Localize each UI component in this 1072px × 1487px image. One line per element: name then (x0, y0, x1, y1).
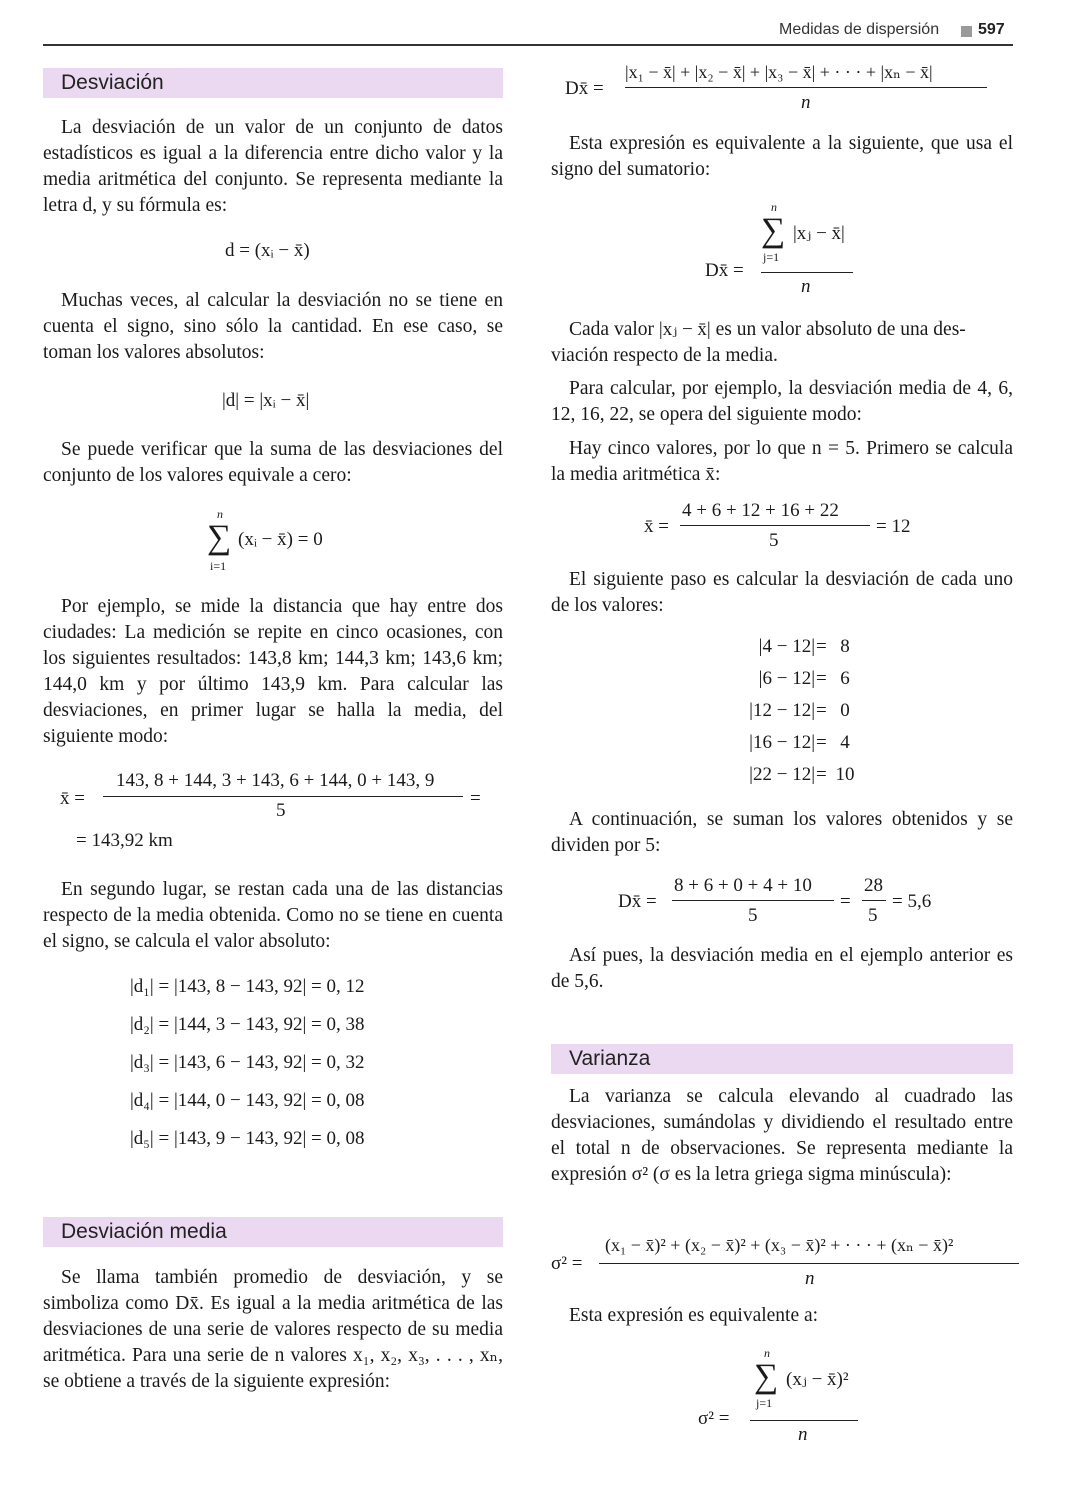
deviation-lhs: |d₃| (130, 1052, 154, 1073)
paragraph-text: Para calcular, por ejemplo, la desviación media de 4, 6, 12, 16, 22, se opera del siguiente modo: (551, 378, 1013, 425)
section-heading: Varianza (569, 1047, 651, 1070)
deviation-lhs: |d₄| (130, 1090, 154, 1111)
dm-ex-numerator: 8 + 6 + 0 + 4 + 10 (674, 875, 812, 896)
deviation-lhs: |d₂| (130, 1014, 154, 1035)
deviation-row (130, 1128, 365, 1150)
mean2-result: = 12 (876, 516, 911, 537)
mean-denominator: 5 (276, 800, 286, 821)
abs-row-rhs: 4 (840, 732, 850, 753)
header-rule (43, 44, 1013, 46)
paragraph (551, 436, 1013, 488)
dm-denominator: n (801, 92, 811, 113)
sum-lower-limit: j=1 (756, 1396, 773, 1410)
deviation-rhs: = |143, 8 − 143, 92| = 0, 12 (158, 976, 365, 997)
mean-result: = 143,92 km (76, 830, 173, 851)
var-lhs: σ² = (551, 1253, 583, 1274)
abs-row-equals: = (816, 636, 827, 657)
abs-row-equals: = (816, 732, 827, 753)
paragraph-text: El siguiente paso es calcular la desviación de cada uno de los valores: (551, 569, 1013, 616)
inline-formula: |xⱼ − x̄| (658, 319, 711, 340)
deviation-rhs: = |144, 3 − 143, 92| = 0, 38 (158, 1014, 365, 1035)
page-number: 597 (978, 21, 1005, 38)
var-denominator: n (805, 1268, 815, 1289)
abs-row-rhs: 10 (835, 764, 855, 785)
fraction-bar (625, 87, 987, 88)
paragraph-text: viación respecto de la media. (551, 345, 778, 366)
section-heading: Desviación (61, 71, 164, 94)
sum-upper-limit: n (217, 507, 223, 521)
paragraph (551, 807, 1013, 859)
dm-ex-mid-numerator: 28 (864, 875, 883, 896)
sum-body: (xⱼ − x̄)² (786, 1369, 849, 1390)
paragraph (43, 115, 503, 219)
paragraph-text: En segundo lugar, se restan cada una de las distancias respecto de la media obtenida. Como no se tiene en cuenta el signo, se calcula el valor absoluto: (43, 879, 503, 952)
formula-dm-example (618, 875, 958, 935)
deviation-row (130, 1090, 365, 1112)
fraction-bar (750, 1420, 858, 1421)
abs-row-lhs: |6 − 12| (758, 668, 815, 689)
paragraph (43, 437, 503, 489)
paragraph (551, 567, 1013, 619)
dm-ex-lhs: Dx̄ = (618, 891, 657, 912)
section-heading: Desviación media (61, 1220, 227, 1243)
section-band-desviacion-media (43, 1217, 503, 1247)
dm-ex-equals: = (840, 891, 851, 912)
sum-upper-limit: n (764, 1346, 770, 1360)
fraction-bar (680, 525, 870, 526)
formula-sum-zero (205, 507, 365, 577)
paragraph (551, 943, 1013, 995)
paragraph-text: A continuación, se suman los valores obtenidos y se dividen por 5: (551, 809, 1013, 856)
var-sum-denominator: n (798, 1424, 808, 1445)
formula-abs-d: |d| = |xᵢ − x̄| (222, 390, 310, 411)
dm-sum-lhs: Dx̄ = (705, 260, 744, 281)
paragraph-text: Esta expresión es equivalente a: (569, 1305, 819, 1326)
formula-mean-distances (58, 768, 503, 858)
abs-row-lhs: |22 − 12| (749, 764, 815, 785)
sum-body: (xᵢ − x̄) = 0 (238, 529, 323, 550)
deviation-lhs: |d₁| (130, 976, 154, 997)
running-header-title: Medidas de dispersión (779, 21, 940, 38)
deviation-list (130, 976, 430, 1161)
var-sum-lhs: σ² = (698, 1408, 730, 1429)
abs-row-equals: = (816, 668, 827, 689)
paragraph-text: Se puede verificar que la suma de las desviaciones del conjunto de los valores equivale a cero: (43, 439, 503, 486)
dm-numerator: |x₁ − x̄| + |x₂ − x̄| + |x₃ − x̄| + · · · + |xₙ − x̄| (625, 62, 933, 82)
formula-variance (551, 1235, 1021, 1295)
dm-ex-denominator: 5 (748, 905, 758, 926)
paragraph (43, 1265, 503, 1395)
mean-lhs: x̄ = (60, 788, 85, 809)
paragraph-text: Muchas veces, al calcular la desviación no se tiene en cuenta el signo, sino sólo la cantidad. En ese caso, se toman los valores absolutos: (43, 290, 503, 363)
abs-row-lhs: |4 − 12| (758, 636, 815, 657)
deviation-row (130, 1052, 365, 1074)
abs-row-lhs: |16 − 12| (749, 732, 815, 753)
abs-deviation-table (710, 636, 860, 796)
mean2-numerator: 4 + 6 + 12 + 16 + 22 (682, 500, 839, 521)
sum-upper-limit: n (771, 200, 777, 214)
fraction-bar (672, 900, 834, 901)
paragraph (551, 317, 1013, 369)
section-band-varianza (551, 1044, 1013, 1074)
formula-variance-sum (698, 1346, 878, 1446)
deviation-rhs: = |143, 9 − 143, 92| = 0, 08 (158, 1128, 365, 1149)
abs-row-equals: = (816, 764, 827, 785)
fraction-bar (761, 272, 853, 273)
sigma-icon: ∑ (754, 1358, 779, 1395)
mean2-denominator: 5 (769, 530, 779, 551)
sum-lower-limit: j=1 (763, 250, 780, 264)
var-numerator: (x₁ − x̄)² + (x₂ − x̄)² + (x₃ − x̄)² + · · · + (xₙ − x̄)² (605, 1235, 954, 1255)
paragraph (43, 288, 503, 366)
abs-row-equals: = (816, 700, 827, 721)
deviation-lhs: |d₅| (130, 1128, 154, 1149)
abs-row-rhs: 8 (840, 636, 850, 657)
formula-dm-def (565, 62, 1005, 122)
paragraph (551, 131, 1013, 183)
deviation-rhs: = |144, 0 − 143, 92| = 0, 08 (158, 1090, 365, 1111)
paragraph (551, 1084, 1013, 1188)
paragraph (43, 594, 503, 750)
deviation-row (130, 1014, 365, 1036)
mean-numerator: 143, 8 + 144, 3 + 143, 6 + 144, 0 + 143, 9 (116, 770, 435, 791)
paragraph (43, 877, 503, 955)
mean2-lhs: x̄ = (644, 516, 669, 537)
mean-equals: = (470, 788, 481, 809)
abs-row-rhs: 0 (840, 700, 850, 721)
dm-lhs: Dx̄ = (565, 78, 604, 99)
abs-row-lhs: |12 − 12| (749, 700, 815, 721)
paragraph (551, 1303, 1013, 1329)
deviation-rhs: = |143, 6 − 143, 92| = 0, 32 (158, 1052, 365, 1073)
deviation-row (130, 976, 365, 998)
paragraph-text: Así pues, la desviación media en el ejemplo anterior es de 5,6. (551, 945, 1013, 992)
sum-lower-limit: i=1 (210, 559, 227, 573)
paragraph-text: es un valor absoluto de una des- (715, 319, 966, 340)
dm-sum-denominator: n (801, 276, 811, 297)
paragraph-text: Cada valor (569, 319, 655, 340)
fraction-bar (103, 796, 463, 797)
paragraph-text: Se llama también promedio de desviación, y se simboliza como Dx̄. Es igual a la media aritmética de las desviaciones de una serie de valores respecto de su media aritmética. Para una serie de n valores x₁, x₂, x₃, . . . , xₙ, se obtiene a través de la siguiente expresión: (43, 1267, 503, 1392)
section-band-desviacion (43, 68, 503, 98)
formula-d-definition: d = (xᵢ − x̄) (225, 240, 310, 261)
sum-body: |xⱼ − x̄| (793, 223, 845, 244)
paragraph-text: Esta expresión es equivalente a la siguiente, que usa el signo del sumatorio: (551, 133, 1013, 180)
formula-mean-example (644, 500, 944, 560)
header-square-marker (961, 26, 972, 37)
fraction-bar (599, 1263, 1019, 1264)
paragraph-text: La varianza se calcula elevando al cuadrado las desviaciones, sumándolas y dividiendo el resultado entre el total n de observaciones. Se representa mediante la expresión σ² (σ es la letra griega sigma minúscula): (551, 1086, 1013, 1185)
paragraph-text: Hay cinco valores, por lo que n = 5. Primero se calcula la media aritmética x̄: (551, 438, 1013, 485)
sigma-icon: ∑ (761, 212, 786, 249)
paragraph-text: La desviación de un valor de un conjunto de datos estadísticos es igual a la diferencia entre dicho valor y la media aritmética del conjunto. Se representa mediante la letra d, y su fórmula es: (43, 117, 503, 216)
dm-ex-result: = 5,6 (892, 891, 932, 912)
paragraph-text: Por ejemplo, se mide la distancia que hay entre dos ciudades: La medición se repite en cinco ocasiones, con los siguientes resultados: 143,8 km; 144,3 km; 143,6 km; 144,0 km y por último 143,9 km. Para calcular las desviaciones, en primer lugar se halla la media, del siguiente modo: (43, 596, 503, 747)
sigma-icon: ∑ (207, 519, 232, 556)
dm-ex-mid-denominator: 5 (868, 905, 878, 926)
fraction-bar (862, 900, 886, 901)
paragraph (551, 376, 1013, 428)
formula-dm-sum (705, 200, 865, 300)
abs-row-rhs: 6 (840, 668, 850, 689)
